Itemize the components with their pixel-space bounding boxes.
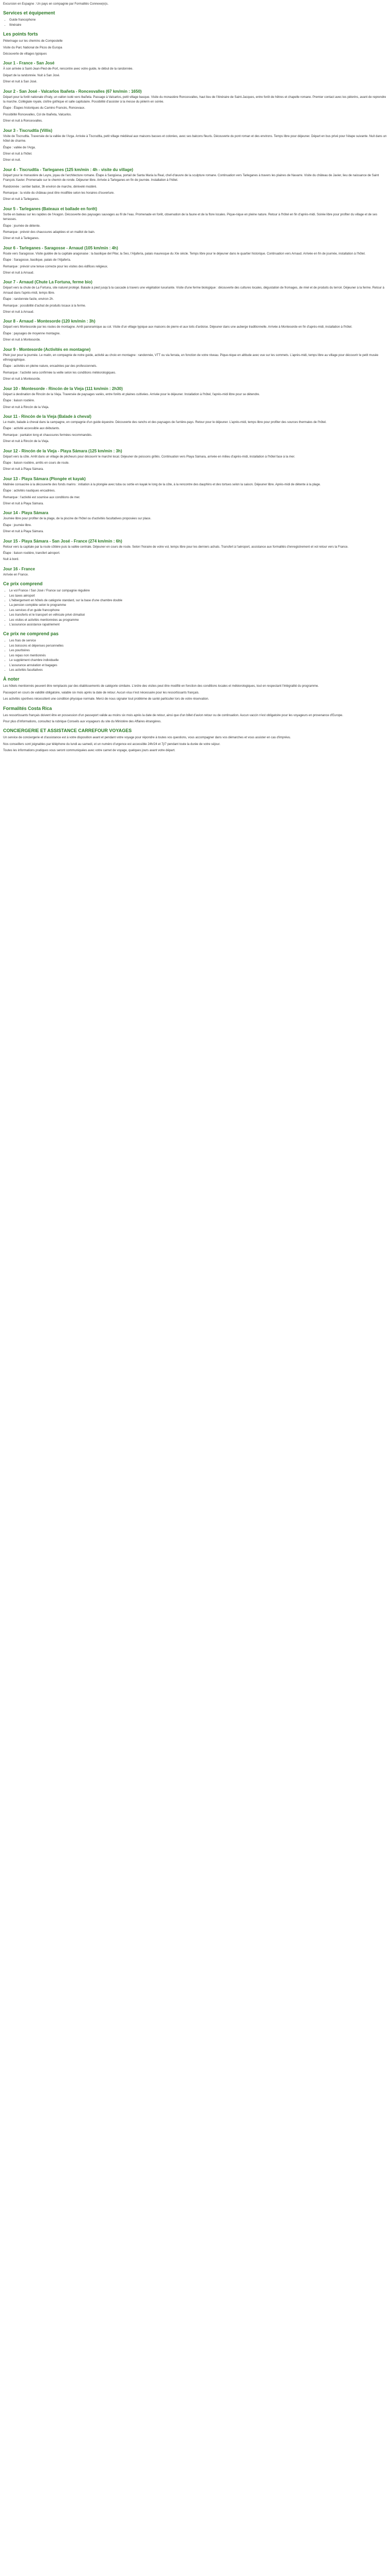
day-title: Jour 1 - France - San José	[3, 61, 55, 66]
day-accommodation: Dîner et nuit à San José.	[3, 80, 38, 84]
notes-paragraph: Les hôtels mentionnés peuvent être remplacés par des établissements de catégorie similaire. L'ordre des visites peut être modifié en fonction des conditions locales et météorologiques, tout en respectant l'intégralité du programme.	[3, 685, 319, 688]
itinerary-day	[3, 128, 388, 163]
day-paragraph: Départ à destination de Rincón de la Vieja. Traversée de paysages variés, entre forêts et plaines cultivées. Arrivée pour le déjeuner. Installation à l'hôtel, l'après-midi libre pour se détendre.	[3, 393, 260, 396]
intro-text: Excursion en Espagne : Un pays en compagnie par Formalités Connexe(e)s.	[3, 3, 109, 6]
day-accommodation: Dîner et nuit à Tarleganes.	[3, 198, 40, 201]
day-accommodation: Dîner et nuit à Rincón de la Vieja.	[3, 405, 50, 409]
day-title: Jour 11 - Rincón de la Vieja (Balade à cheval)	[3, 414, 92, 419]
included-item: • Les services d'un guide francophone	[9, 608, 388, 613]
day-paragraph: Plein jour pour la journée. Le matin, en compagnie de notre guide, activité au choix en montagne : randonnée, VTT ou via ferrata, en fonction de votre niveau. Pique-nique en altitude avec vue sur les sommets. L'après-midi, temps libre au village pour découvrir le petit musée ethnographique.	[3, 353, 379, 362]
conciergerie-paragraph: Toutes les informations pratiques vous seront communiquées avec votre carnet de voyage, quelques jours avant votre départ.	[3, 749, 175, 753]
day-paragraph: Étape : paysages de moyenne montagne.	[3, 332, 61, 335]
day-accommodation: Dîner et nuit à Tarleganes.	[3, 237, 40, 241]
highlights-line: Découverte de villages typiques	[3, 53, 47, 56]
services-list	[3, 18, 388, 28]
itinerary-day	[3, 566, 388, 578]
day-paragraph: Remarque : l'activité sera confirmée la veille selon les conditions météorologiques.	[3, 371, 116, 375]
day-paragraph: Départ pour la forêt nationale d'Iraty, un vallon isolé vers Ibañeta. Passage à Valcarlos, petit village basque. Visite du monastère Roncesvalles, haut lieu de l'itinéraire de Saint-Jacques, entre forêt de hêtres et chapelle romane. Premier contact avec les pèlerins, avant de reprendre la marche. Collégiale royale, cloître gothique et salle capitulaire. Possibilité d'assister à la messe du pèlerin en soirée.	[3, 95, 386, 104]
conciergerie-paragraph: Un service de conciergerie et d'assistance est à votre disposition avant et pendant votre voyage pour répondre à toutes vos questions, vous accompagner dans vos démarches et vous assister en cas d'imprévu.	[3, 736, 291, 740]
day-accommodation: Dîner et nuit à Montesorde.	[3, 338, 41, 342]
day-accommodation: Dîner et nuit à Roncesvalles.	[3, 120, 43, 123]
itinerary-day	[3, 206, 388, 242]
services-heading: Services et équipement	[3, 10, 55, 16]
notes-paragraph: Les activités sportives nécessitent une condition physique normale. Merci de nous signaler tout problème de santé particulier lors de votre réservation.	[3, 698, 209, 701]
day-accommodation: Dîner et nuit.	[3, 159, 21, 162]
day-paragraph: Étape : activités nautiques encadrées.	[3, 489, 56, 493]
day-title: Jour 12 - Rincón de la Vieja - Playa Sámara (125 km/min : 3h)	[3, 448, 122, 453]
services-item: • Itinéraire	[9, 23, 388, 28]
day-accommodation: Dîner et nuit à Playa Sámara.	[3, 502, 44, 505]
day-paragraph: Étape : Étapes historiques du Camino Francés, Roncevaux.	[3, 107, 86, 110]
itinerary-day	[3, 318, 388, 343]
day-paragraph: Le matin, balade à cheval dans la campagne, en compagnie d'un guide équestre. Découverte des ranchs et des paysages de l'arrière-pays. Retour pour le déjeuner. L'après-midi, temps libre pour profiter des sources thermales de l'hôtel.	[3, 420, 327, 424]
itinerary-day	[3, 279, 388, 315]
excluded-item: • Les pourboires	[9, 649, 388, 653]
notes-heading: À noter	[3, 676, 20, 682]
excluded-item: • Le supplément chambre individuelle	[9, 658, 388, 663]
itinerary-day	[3, 476, 388, 507]
itinerary-day	[3, 386, 388, 410]
day-paragraph: Départ vers la chute de La Fortuna, site naturel protégé. Balade à pied jusqu'à la cascade à travers une végétation luxuriante. Visite d'une ferme biologique : découverte des cultures locales, dégustation de fromages, de miel et de produits du terroir. Déjeuner à la ferme. Retour à Arnaud dans l'après-midi, temps libre.	[3, 286, 384, 295]
itinerary-day	[3, 60, 388, 84]
excluded-section	[3, 631, 388, 673]
day-paragraph: Étape : journée de détente.	[3, 224, 41, 228]
included-list	[3, 589, 388, 628]
day-title: Jour 2 - San José - Valcarlos Ibañeta - Roncesvalles (67 km/min : 1650)	[3, 89, 142, 94]
included-item: • L'assurance assistance rapatriement	[9, 623, 388, 628]
day-paragraph: Remarque : l'activité est soumise aux conditions de mer.	[3, 496, 80, 499]
day-paragraph: Étape : Saragosse, basilique, palais de l'Aljafería.	[3, 259, 71, 262]
day-paragraph: Possibilité Roncevalles, Col de Ibañeta, Valcarlos.	[3, 113, 72, 116]
notes-section	[3, 676, 388, 702]
included-item: • La pension complète selon le programme	[9, 603, 388, 608]
day-title: Jour 16 - France	[3, 566, 35, 571]
day-paragraph: À son arrivée à Saint-Jean-Pied-de-Port, rencontre avec votre guide, le début de la randonnée.	[3, 67, 134, 71]
day-accommodation: Dîner et nuit à Playa Sámara.	[3, 530, 44, 534]
day-paragraph: Visite de Tiscrudtla. Traversée de la vallée de l'Arga. Arrivée à Tiscrudtla, petit village médiéval aux maisons basses et colorées, avec ses balcons fleuris. Découverte du pont roman et des environs. Temps libre pour déjeuner. Départ en bus privé pour l'étape suivante. Nuit dans un hôtel de charme.	[3, 134, 387, 143]
included-item: • L'hébergement en hôtels de catégorie standard, sur la base d'une chambre double	[9, 599, 388, 603]
day-paragraph: Remarque : prévoir une tenue correcte pour les visites des édifices religieux.	[3, 265, 108, 268]
included-heading: Ce prix comprend	[3, 581, 43, 587]
day-paragraph: Départ de la randonnée. Nuit à San José.	[3, 74, 60, 77]
excluded-item: • Les frais de service	[9, 639, 388, 643]
highlights-line: Pèlerinage sur les chemins de Compostelle	[3, 40, 63, 43]
services-section	[3, 10, 388, 28]
day-accommodation: Dîner et nuit à Arnaud.	[3, 311, 35, 314]
conciergerie-paragraph: Nos conseillers sont joignables par téléphone du lundi au samedi, et un numéro d'urgence est accessible 24h/24 et 7j/7 pendant toute la durée de votre séjour.	[3, 742, 221, 746]
day-paragraph: Étape : journée libre.	[3, 523, 32, 527]
day-paragraph: Remarque : prévoir des chaussures adaptées et un maillot de bain.	[3, 230, 95, 234]
day-title: Jour 5 - Tarleganes (Bateaux et ballade en forêt)	[3, 206, 97, 211]
day-paragraph: Remarque : pantalon long et chaussures fermées recommandés.	[3, 433, 92, 437]
day-title: Jour 15 - Playa Sámara - San José - France (274 km/min : 6h)	[3, 538, 122, 544]
day-paragraph: Sortie en bateau sur les rapides de l'Aragon. Découverte des paysages sauvages au fil de l'eau. Promenade en forêt, observation de la faune et de la flore locales. Pique-nique en pleine nature. Retour à l'hôtel en fin d'après-midi. Soirée libre pour profiter du village et de ses terrasses.	[3, 213, 378, 222]
day-title: Jour 14 - Playa Sámara	[3, 511, 48, 516]
formalities-section	[3, 705, 388, 725]
itinerary-day	[3, 538, 388, 563]
excluded-item: • Les activités facultatives	[9, 668, 388, 673]
day-paragraph: Étape : liaison routière, transfert aéroport.	[3, 552, 60, 555]
itinerary-day	[3, 89, 388, 124]
day-paragraph: Départ vers la côte. Arrêt dans un village de pêcheurs pour découvrir le marché local. Déjeuner de poissons grillés. Continuation vers Playa Sámara, arrivée en milieu d'après-midi, installation à l'hôtel face à la mer.	[3, 455, 295, 459]
day-accommodation: Nuit à bord.	[3, 558, 20, 562]
formalities-heading: Formalités Costa Rica	[3, 705, 52, 711]
day-accommodation: Dîner et nuit à Rincón de la Vieja.	[3, 440, 50, 444]
day-accommodation: Dîner et nuit à Arnaud.	[3, 272, 35, 275]
day-title: Jour 6 - Tarleganes - Saragosse - Arnaud (105 km/min : 4h)	[3, 245, 118, 250]
day-paragraph: Remarque : possibilité d'achat de produits locaux à la ferme.	[3, 304, 86, 308]
day-paragraph: Départ pour le monastère de Leyre, joyau de l'architecture romane. Étape à Sangüesa, portail de Santa Maria la Real, chef-d'œuvre de la sculpture romane. Continuation vers Tarleganes à travers les plaines de Navarre. Visite du château de Javier, lieu de naissance de Saint François Xavier. Promenade sur le chemin de ronde. Déjeuner libre. Arrivée à Tarleganes en fin de journée. Installation à l'hôtel.	[3, 174, 379, 182]
excluded-heading: Ce prix ne comprend pas	[3, 631, 59, 637]
document	[0, 0, 391, 754]
itinerary-day	[3, 448, 388, 472]
formalities-paragraph: Pour plus d'informations, consultez la rubrique Conseils aux voyageurs du site du Ministère des Affaires étrangères.	[3, 720, 161, 723]
day-paragraph: Matinée consacrée à la découverte des fonds marins : initiation à la plongée avec tuba ou sortie en kayak le long de la côte, à la rencontre des dauphins et des tortues selon la saison. Déjeuner libre. Après-midi de détente à la plage.	[3, 483, 321, 486]
day-title: Jour 10 - Montesorde - Rincón de la Vieja (111 km/min : 2h30)	[3, 386, 123, 391]
included-item: • Les transferts et le transport en véhicule privé climatisé	[9, 613, 388, 618]
day-paragraph: Étape : activités en pleine nature, encadrées par des professionnels.	[3, 365, 97, 368]
day-title: Jour 13 - Playa Sámara (Plongée et kayak)	[3, 476, 86, 481]
highlights-line: Visite du Parc National de Picos de Europa	[3, 46, 62, 49]
conciergerie-heading: CONCIERGERIE ET ASSISTANCE CARREFOUR VOYAGES	[3, 728, 132, 734]
day-paragraph: Dîner et nuit à l'hôtel.	[3, 152, 32, 156]
day-paragraph: Route vers Saragosse. Visite guidée de la capitale aragonaise : la basilique del Pilar, la Seo, l'Aljafería, palais mauresque du XIe siècle. Temps libre pour le déjeuner dans le quartier historique. Continuation vers Arnaud. Arrivée en fin de journée, installation à l'hôtel.	[3, 252, 366, 256]
day-paragraph: Étape : activité accessible aux débutants.	[3, 427, 60, 431]
included-item: • Les visites et activités mentionnées au programme	[9, 618, 388, 623]
itinerary-day	[3, 245, 388, 276]
day-paragraph: Étape : randonnée facile, environ 2h.	[3, 298, 54, 301]
day-paragraph: Remarque : la visite du château peut être modifiée selon les horaires d'ouverture.	[3, 191, 115, 195]
itinerary-section	[3, 60, 388, 578]
day-title: Jour 8 - Arnaud - Montesorde (120 km/min : 3h)	[3, 319, 95, 324]
included-section	[3, 581, 388, 628]
itinerary-day	[3, 347, 388, 382]
day-title: Jour 7 - Arnaud (Chute La Fortuna, ferme bio)	[3, 280, 93, 285]
day-paragraph: Étape : liaison routière, arrêts en cours de route.	[3, 461, 70, 465]
excluded-item: • Les repas non mentionnés	[9, 654, 388, 658]
day-paragraph: Journée libre pour profiter de la plage, de la piscine de l'hôtel ou d'activités facultatives proposées sur place.	[3, 517, 152, 521]
excluded-item: • Les boissons et dépenses personnelles	[9, 644, 388, 649]
excluded-list	[3, 639, 388, 673]
highlights-heading: Les points forts	[3, 31, 38, 37]
day-paragraph: Étape : vallée de l'Arga.	[3, 146, 36, 149]
itinerary-day	[3, 510, 388, 534]
day-title: Jour 4 - Tiscrudtla - Tarleganes (125 km/min : 4h - visite du village)	[3, 167, 134, 172]
day-accommodation: Dîner et nuit à Montesorde.	[3, 378, 41, 381]
day-title: Jour 3 - Tiscrudtla (Villis)	[3, 128, 53, 133]
day-paragraph: Départ vers Montesorde par les routes de montagne. Arrêt panoramique au col. Visite d'un village typique aux maisons de pierre et aux toits d'ardoise. Déjeuner dans une auberge traditionnelle. Arrivée à Montesorde en fin d'après-midi, installation à l'hôtel.	[3, 326, 352, 329]
excluded-item: • L'assurance annulation et bagages	[9, 664, 388, 668]
day-title: Jour 9 - Montesorde (Activités en montagne)	[3, 347, 91, 352]
formalities-paragraph: Les ressortissants français doivent être en possession d'un passeport valide au moins six mois après la date de retour, ainsi que d'un billet d'avion retour ou de continuation. Aucun vaccin n'est obligatoire pour les voyageurs en provenance d'Europe.	[3, 714, 344, 717]
day-paragraph: Arrivée en France.	[3, 573, 29, 577]
included-item: • Les taxes aéroport	[9, 594, 388, 599]
day-paragraph: Randonnée : sentier balisé, 3h environ de marche, dénivelé modéré.	[3, 185, 97, 189]
highlights-section	[3, 31, 388, 57]
services-item: • Guide francophone	[9, 18, 388, 23]
conciergerie-section	[3, 727, 388, 753]
itinerary-day	[3, 167, 388, 202]
day-paragraph: Étape : liaison routière.	[3, 399, 35, 403]
notes-paragraph: Passeport en cours de validité obligatoire, valable six mois après la date de retour. Aucun visa n'est nécessaire pour les ressortissants français.	[3, 691, 200, 694]
day-paragraph: Retour vers la capitale par la route côtière puis la vallée centrale. Déjeuner en cours de route. Selon l'horaire de votre vol, temps libre pour les derniers achats. Transfert à l'aéroport, assistance aux formalités d'enregistrement et vol retour vers la France.	[3, 545, 349, 549]
included-item: • Le vol France / San José / France sur compagnie régulière	[9, 589, 388, 594]
itinerary-day	[3, 414, 388, 445]
day-accommodation: Dîner et nuit à Playa Sámara.	[3, 468, 44, 471]
